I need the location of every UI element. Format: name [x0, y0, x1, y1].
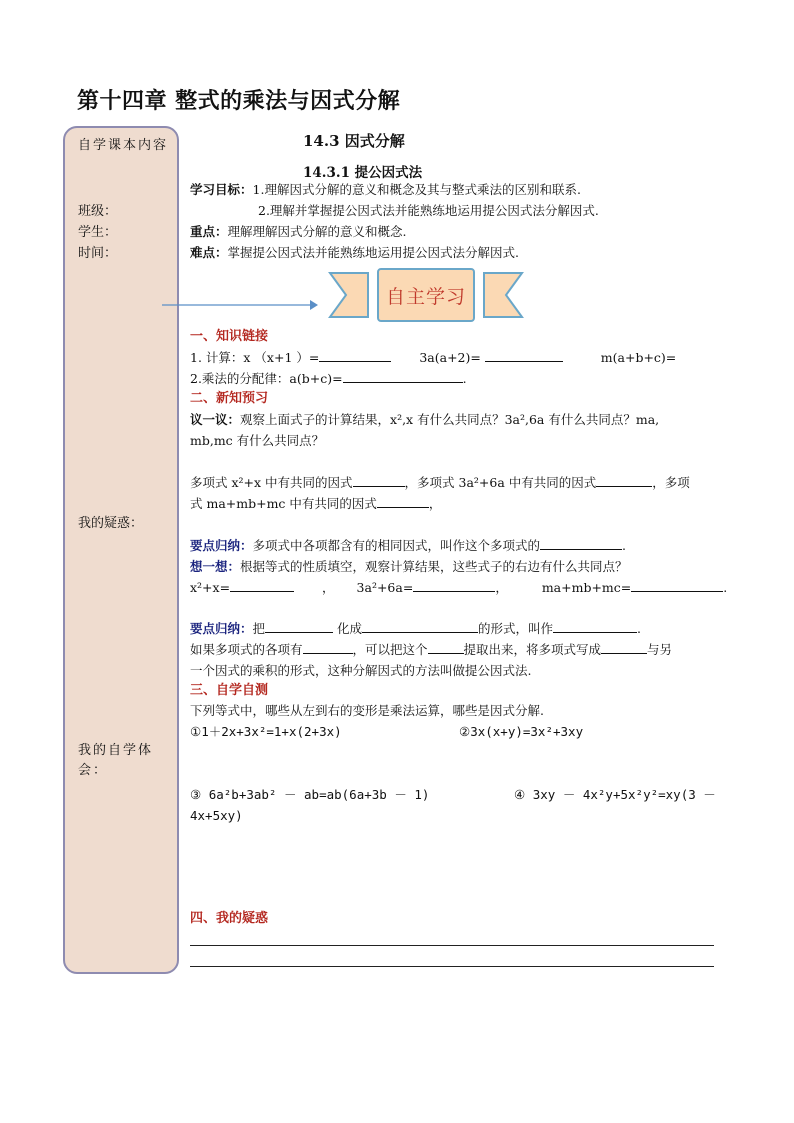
exercise-4b: 4x+5xy) — [190, 808, 243, 823]
section-subtitle: 14.3.1 提公因式法 — [303, 165, 423, 181]
blank[interactable] — [596, 473, 652, 487]
blank[interactable] — [319, 348, 391, 362]
part1-q1-b: 3a(a+2)= — [419, 350, 481, 365]
discuss-text-1: 观察上面式子的计算结果，x²,x 有什么共同点？3a²,6a 有什么共同点？ma, — [240, 412, 660, 427]
arrow-right-icon — [160, 296, 320, 314]
eq-sep1: ， — [322, 580, 335, 595]
blank[interactable] — [265, 619, 333, 633]
summary-1 — [190, 536, 626, 556]
exercise-2: ②3x(x+y)=3x²+3xy — [459, 724, 584, 739]
method-paragraph-line-1 — [190, 640, 672, 660]
part1-q2 — [190, 369, 467, 389]
chapter-title: 第十四章 整式的乘法与因式分解 — [77, 89, 401, 114]
think-text: 根据等式的性质填空，观察计算结果，这些式子的右边有什么共同点？ — [240, 559, 628, 574]
common-e: ， — [428, 496, 442, 511]
discuss-label: 议一议： — [190, 412, 241, 427]
common-d: 式 ma+mb+mc 中有共同的因式 — [190, 496, 377, 511]
method-paragraph-line-2: 一个因式的乘积的形式，这种分解因式的方法叫做提公因式法. — [190, 663, 532, 678]
summary1-label: 要点归纳： — [190, 538, 253, 553]
goals-line-1 — [190, 180, 581, 200]
blank[interactable] — [540, 536, 622, 550]
summary2-d: . — [637, 621, 642, 636]
exercise-3: ③ 6a²b+3ab² － ab=ab(6a+3b － 1) — [190, 787, 430, 802]
part1-q1 — [190, 348, 676, 368]
blank[interactable] — [601, 640, 647, 654]
common-a: 多项式 x²+x 中有共同的因式 — [190, 475, 353, 490]
part1-q2-text: 2.乘法的分配律：a(b+c)= — [190, 371, 343, 386]
difficulty-text: 掌握提公因式法并能熟练地运用提公因式法分解因式. — [227, 245, 519, 260]
sidebar-time-label: 时间： — [78, 246, 118, 261]
goals-item-2: 2.理解并掌握提公因式法并能熟练地运用提公因式法分解因式. — [258, 203, 599, 218]
common-c: ，多项 — [652, 475, 690, 490]
summary2-a: 把 — [252, 621, 266, 636]
discuss-line-1 — [190, 410, 659, 430]
section-title: 14.3 因式分解 — [303, 132, 405, 150]
goals-label: 学习目标： — [190, 182, 253, 197]
key-point-label: 重点： — [190, 224, 228, 239]
summary-2 — [190, 619, 641, 639]
para-a: 如果多项式的各项有 — [190, 642, 303, 657]
key-point — [190, 222, 407, 242]
eq-sep2: ， — [495, 580, 508, 595]
goals-item-1: 1.理解因式分解的意义和概念及其与整式乘法的区别和联系. — [252, 182, 581, 197]
eq-b: 3a²+6a= — [356, 580, 414, 595]
summary2-b: 化成 — [337, 621, 363, 636]
exercise-4a: ④ 3xy － 4x²y+5x²y²=xy(3 － — [514, 787, 716, 802]
banner-label: 自主学习 — [385, 285, 466, 308]
exercise-1: ①1＋2x+3x²=1+x(2+3x) — [190, 724, 342, 739]
summary1-end: . — [622, 538, 627, 553]
blank[interactable] — [631, 578, 723, 592]
para-c: 提取出来，将多项式写成 — [463, 642, 602, 657]
part1-q1-a: 1. 计算：x （x+1 ）= — [190, 350, 320, 365]
eq-c: ma+mb+mc= — [541, 580, 632, 595]
blank[interactable] — [230, 578, 294, 592]
blank[interactable] — [377, 494, 429, 508]
blank[interactable] — [413, 578, 495, 592]
think-label: 想一想： — [190, 559, 241, 574]
sidebar-content-label: 自学课本内容 — [78, 138, 169, 153]
summary2-c: 的形式，叫作 — [478, 621, 554, 636]
blank[interactable] — [553, 619, 637, 633]
part2-title: 二、新知预习 — [190, 391, 269, 406]
part3-question: 下列等式中，哪些从左到右的变形是乘法运算，哪些是因式分解. — [190, 703, 544, 718]
summary2-label: 要点归纳： — [190, 621, 253, 636]
blank[interactable] — [353, 473, 405, 487]
answer-line-1[interactable] — [190, 945, 714, 946]
para-b: ，可以把这个 — [352, 642, 428, 657]
part1-title: 一、知识链接 — [190, 329, 269, 344]
blank[interactable] — [362, 619, 478, 633]
blank[interactable] — [303, 640, 353, 654]
sidebar-class-label: 班级： — [78, 204, 118, 219]
common-factor-line-2 — [190, 494, 441, 514]
para-d: 与另 — [647, 642, 673, 657]
common-factor-line-1 — [190, 473, 690, 493]
sidebar-doubts-label: 我的疑惑： — [78, 516, 144, 531]
blank[interactable] — [485, 348, 563, 362]
difficulty-label: 难点： — [190, 245, 228, 260]
part4-title: 四、我的疑惑 — [190, 911, 269, 926]
blank[interactable] — [343, 369, 463, 383]
part3-title: 三、自学自测 — [190, 683, 269, 698]
part1-q2-end: . — [462, 371, 467, 386]
sidebar-student-label: 学生： — [78, 225, 118, 240]
common-b: ，多项式 3a²+6a 中有共同的因式 — [404, 475, 597, 490]
part1-q1-c: m(a+b+c)= — [600, 350, 677, 365]
eq-end: . — [723, 580, 728, 595]
discuss-line-2: mb,mc 有什么共同点？ — [190, 433, 325, 448]
difficulty — [190, 243, 519, 263]
eq-a: x²+x= — [190, 580, 231, 595]
blank[interactable] — [428, 640, 464, 654]
answer-line-2[interactable] — [190, 966, 714, 967]
equation-line — [190, 578, 727, 598]
key-point-text: 理解理解因式分解的意义和概念. — [227, 224, 407, 239]
sidebar-experience-label: 我的自学体会： — [78, 743, 154, 778]
summary1-text: 多项式中各项都含有的相同因式，叫作这个多项式的 — [252, 538, 541, 553]
think-line — [190, 557, 628, 577]
